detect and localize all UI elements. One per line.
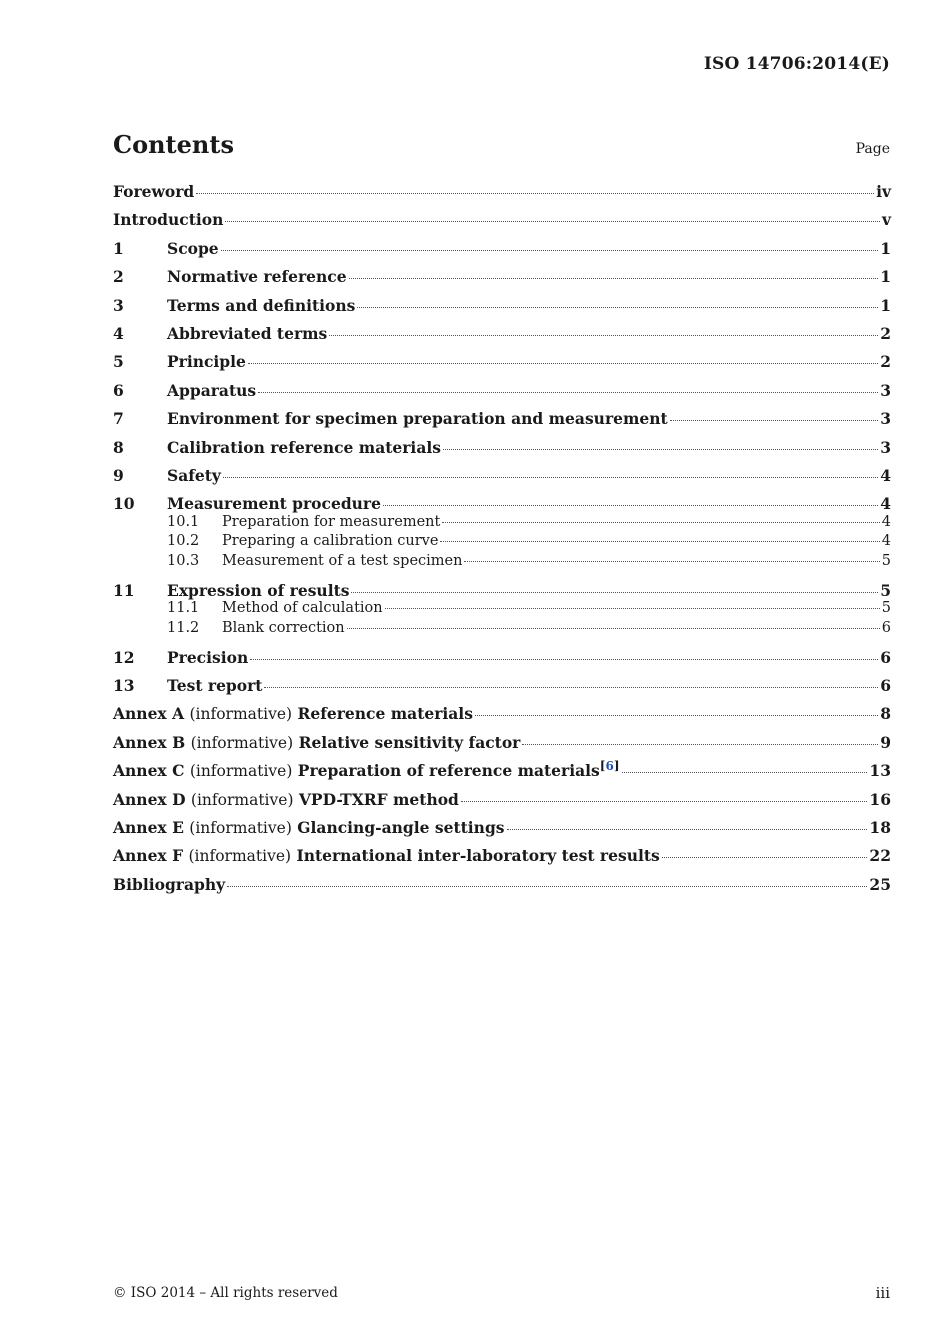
dot-leader (670, 420, 879, 421)
toc-entry-page: 16 (869, 789, 891, 809)
toc-entry-annex-d[interactable] (113, 790, 891, 818)
toc-entry-introduction[interactable] (113, 210, 891, 238)
toc-entry-page: 4 (880, 494, 891, 514)
toc-entry-page: 9 (880, 732, 891, 752)
dot-leader (347, 628, 880, 629)
toc-entry-page: iv (876, 182, 891, 201)
toc-entry-page: 13 (869, 761, 891, 781)
toc-entry-page: 8 (880, 704, 891, 724)
contents-heading: Contents (113, 130, 234, 159)
toc-entry-section-12[interactable] (113, 648, 891, 676)
toc-entry-page: 6 (880, 675, 891, 695)
toc-entry-section-3[interactable] (113, 296, 891, 324)
toc-entry-page: 1 (880, 295, 891, 315)
toc-entry-title: Measurement of a test specimen (222, 552, 463, 569)
toc-entry-annex-f[interactable] (113, 846, 891, 874)
annex-info: (informative) (190, 790, 294, 809)
toc-entry-page: 5 (881, 600, 891, 617)
toc-entry-number: 11.2 (167, 619, 200, 636)
toc-entry-section-9[interactable] (113, 466, 891, 494)
annex-title: Relative sensitivity factor (298, 732, 521, 752)
toc-entry-page: 1 (880, 238, 891, 258)
annex-title: Reference materials (297, 704, 473, 724)
toc-entry-title: Precision (167, 647, 249, 667)
page-number: iii (875, 1284, 890, 1302)
annex-label: Annex D (113, 789, 186, 809)
toc-entry-number: 10.2 (167, 533, 200, 550)
toc-entry-section-11-1[interactable] (113, 600, 891, 620)
dot-leader (461, 801, 868, 802)
toc-entry-page: 3 (880, 409, 891, 429)
dot-leader (196, 193, 874, 194)
toc-entry-title: Measurement procedure (167, 494, 381, 514)
dot-leader (522, 744, 878, 745)
toc-entry-foreword[interactable] (113, 182, 891, 210)
dot-leader (442, 522, 879, 523)
toc-entry-title: Preparing a calibration curve (222, 533, 439, 550)
annex-title: Preparation of reference materials (297, 761, 600, 781)
toc-entry-title: Blank correction (222, 619, 345, 636)
toc-entry-number: 6 (113, 380, 124, 400)
dot-leader (357, 307, 878, 308)
dot-leader (258, 392, 878, 393)
toc-entry-section-1[interactable] (113, 239, 891, 267)
bibliography-reference-link[interactable]: 6 (605, 758, 614, 773)
dot-leader (662, 857, 868, 858)
dot-leader (507, 829, 868, 830)
toc-entry-section-13[interactable] (113, 676, 891, 704)
toc-entry-title: Normative reference (167, 267, 347, 287)
toc-entry-annex-a[interactable] (113, 704, 891, 732)
dot-leader (440, 541, 879, 542)
toc-entry-page: 5 (880, 580, 891, 600)
toc-entry-section-10-2[interactable] (113, 533, 891, 553)
annex-info: (informative) (189, 705, 293, 724)
toc-entry-section-7[interactable] (113, 409, 891, 437)
dot-leader (464, 561, 879, 562)
toc-entry-page: 25 (869, 874, 891, 894)
toc-entry-number: 3 (113, 295, 124, 315)
toc-entry-title: Principle (167, 352, 246, 372)
dot-leader (223, 477, 878, 478)
annex-title: VPD-TXRF method (298, 789, 459, 809)
toc-entry-title: Scope (167, 238, 219, 258)
toc-entry-section-11-2[interactable] (113, 620, 891, 640)
toc-entry-title (113, 704, 473, 723)
toc-entry-number: 2 (113, 267, 124, 287)
dot-leader (351, 592, 878, 593)
toc-entry-page: 22 (869, 846, 891, 866)
document-id-header: ISO 14706:2014(E) (703, 54, 890, 74)
toc-entry-title: Environment for specimen preparation and measurement (167, 409, 668, 429)
toc-entry-page: 18 (869, 817, 891, 837)
toc-entry-section-2[interactable] (113, 267, 891, 295)
toc-entry-title: Expression of results (167, 580, 350, 600)
toc-entry-number: 1 (113, 238, 124, 258)
dot-leader (225, 221, 880, 222)
toc-entry-page: 6 (881, 619, 891, 636)
toc-entry-number: 4 (113, 323, 124, 343)
toc-entry-number: 12 (113, 647, 135, 667)
toc-entry-title (113, 790, 459, 809)
copyright-notice: © ISO 2014 – All rights reserved (113, 1285, 338, 1301)
dot-leader (248, 363, 878, 364)
annex-label: Annex F (113, 846, 184, 866)
toc-entry-number: 8 (113, 437, 124, 457)
dot-leader (264, 687, 878, 688)
toc-entry-page: 5 (881, 552, 891, 569)
ref-bracket-open: [ (599, 758, 606, 773)
toc-entry-title (113, 758, 620, 781)
toc-entry-page: 4 (880, 465, 891, 485)
toc-entry-annex-c[interactable] (113, 758, 891, 789)
toc-entry-number: 9 (113, 465, 124, 485)
toc-entry-number: 11.1 (167, 600, 200, 617)
toc-entry-title: Introduction (113, 210, 224, 230)
dot-leader (385, 608, 880, 609)
toc-entry-annex-b[interactable] (113, 733, 891, 761)
annex-title: International inter-laboratory test results (296, 846, 660, 866)
annex-info: (informative) (189, 762, 293, 781)
toc-entry-number: 7 (113, 409, 124, 429)
annex-label: Annex A (113, 704, 185, 724)
dot-leader (475, 715, 878, 716)
dot-leader (349, 278, 879, 279)
toc-entry-title: Method of calculation (222, 600, 383, 617)
annex-label: Annex C (113, 761, 185, 781)
toc-entry-title: Bibliography (113, 874, 226, 894)
toc-entry-title: Foreword (113, 182, 195, 201)
toc-entry-section-5[interactable] (113, 352, 891, 380)
toc-entry-page: v (881, 210, 891, 230)
toc-entry-section-10-1[interactable] (113, 514, 891, 534)
toc-entry-title: Preparation for measurement (222, 513, 441, 530)
annex-info: (informative) (188, 847, 292, 866)
toc-entry-page: 1 (880, 267, 891, 287)
toc-entry-section-8[interactable] (113, 438, 891, 466)
toc-entry-title: Calibration reference materials (167, 437, 441, 457)
toc-entry-title: Terms and definitions (167, 295, 356, 315)
toc-entry-bibliography[interactable] (113, 875, 891, 903)
annex-label: Annex E (113, 817, 184, 837)
toc-entry-number: 10.1 (167, 513, 200, 530)
dot-leader (329, 335, 878, 336)
toc-entry-page: 2 (880, 323, 891, 343)
toc-entry-section-4[interactable] (113, 324, 891, 352)
toc-entry-title: Abbreviated terms (167, 323, 328, 343)
toc-entry-page: 4 (881, 533, 891, 550)
toc-entry-page: 6 (880, 647, 891, 667)
page-column-label: Page (855, 141, 890, 157)
annex-label: Annex B (113, 732, 186, 752)
annex-title: Glancing-angle settings (297, 817, 505, 837)
toc-entry-number: 10 (113, 494, 135, 514)
toc-entry-title (113, 846, 660, 865)
dot-leader (250, 659, 878, 660)
toc-entry-title (113, 818, 505, 837)
dot-leader (221, 250, 879, 251)
annex-info: (informative) (190, 733, 294, 752)
toc-entry-page: 2 (880, 352, 891, 372)
toc-entry-number: 13 (113, 675, 135, 695)
toc-entry-number: 11 (113, 580, 135, 600)
toc-entry-section-10-3[interactable] (113, 553, 891, 573)
ref-bracket-close: ] (613, 758, 620, 773)
toc-entry-page: 3 (880, 437, 891, 457)
dot-leader (227, 886, 867, 887)
toc-entry-page: 4 (881, 513, 891, 530)
toc-entry-number: 10.3 (167, 552, 200, 569)
dot-leader (443, 449, 878, 450)
dot-leader (622, 772, 868, 773)
toc-entry-section-6[interactable] (113, 381, 891, 409)
toc-entry-number: 5 (113, 352, 124, 372)
toc-entry-page: 3 (880, 380, 891, 400)
toc-entry-title: Safety (167, 465, 221, 485)
toc-entry-title: Test report (167, 675, 263, 695)
annex-info: (informative) (189, 818, 292, 837)
table-of-contents (113, 182, 891, 903)
dot-leader (383, 505, 878, 506)
toc-entry-title: Apparatus (167, 380, 257, 400)
toc-entry-title (113, 733, 520, 752)
toc-entry-annex-e[interactable] (113, 818, 891, 846)
